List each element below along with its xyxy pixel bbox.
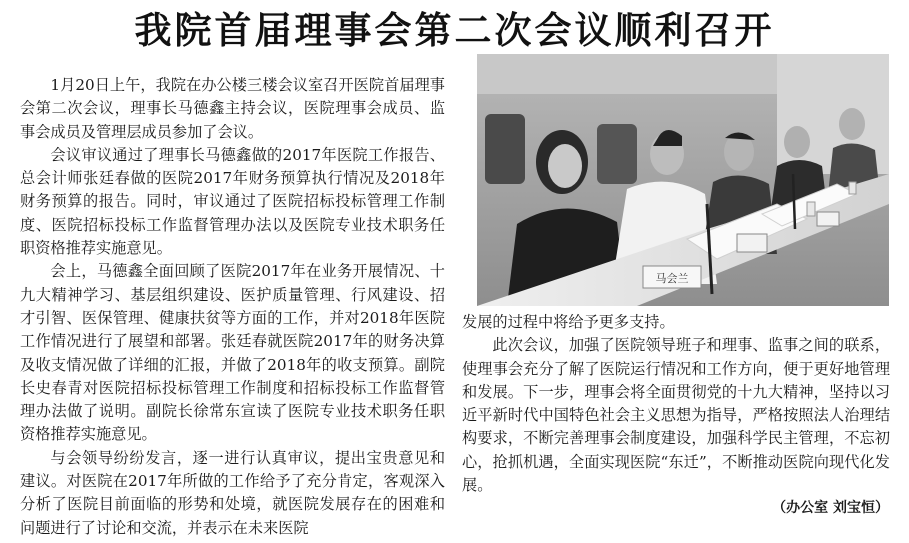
paragraph-1: 1月20日上午，我院在办公楼三楼会议室召开医院首届理事会第二次会议，理事长马德鑫主持会议，医院理事会成员、监事会成员及管理层成员参加了会议。 <box>20 76 445 141</box>
article-right-column <box>462 311 890 497</box>
paragraph-4: 与会领导纷纷发言，逐一进行认真审议，提出宝贵意见和建议。对医院在2017年所做的工作给予了充分肯定，客观深入分析了医院目前面临的形势和处境，就医院发展存在的困难和问题进行了讨论和交流，并表示在未来医院 <box>20 448 445 537</box>
meeting-photo <box>477 54 889 306</box>
byline: （办公室 刘宝恒） <box>772 500 889 516</box>
article-left-column <box>20 74 445 540</box>
nameplate-text: 马会兰 <box>655 272 689 285</box>
paragraph-2: 会议审议通过了理事长马德鑫做的2017年医院工作报告、总会计师张廷春做的医院2017年财务预算执行情况及2018年财务预算的报告。同时，审议通过了医院招标投标管理工作制度、医院招标投标工作监督管理办法以及医院专业技术职务任职资格推荐实施意见。 <box>20 145 445 258</box>
paragraph-4-continued: 发展的过程中将给予更多支持。 <box>462 313 675 331</box>
headline: 我院首届理事会第二次会议顺利召开 <box>134 9 775 52</box>
paragraph-3: 会上，马德鑫全面回顾了医院2017年在业务开展情况、十九大精神学习、基层组织建设、医护质量管理、行风建设、招才引智、医保管理、健康扶贫等方面的工作，并对2018年医院工作情况进行了展望和部署。张廷春就医院2017年的财务决算及收支情况做了详细的汇报，并做了2018年的收支预算。副院长史春青对医院招标投标管理工作制度和招标投标工作监督管理办法做了说明。副院长徐常东宣读了医院专业技术职务任职资格推荐实施意见。 <box>20 262 445 444</box>
paragraph-5: 此次会议，加强了医院领导班子和理事、监事之间的联系，使理事会充分了解了医院运行情况和工作方向，便于更好地管理和发展。下一步，理事会将全面贯彻党的十九大精神，坚持以习近平新时代中国特色社会主义思想为指导，严格按照法人治理结构要求，不断完善理事会制度建设，加强科学民主管理，不忘初心，抢抓机遇，全面实现医院“东迁”，不断推动医院向现代化发展。 <box>462 336 890 495</box>
